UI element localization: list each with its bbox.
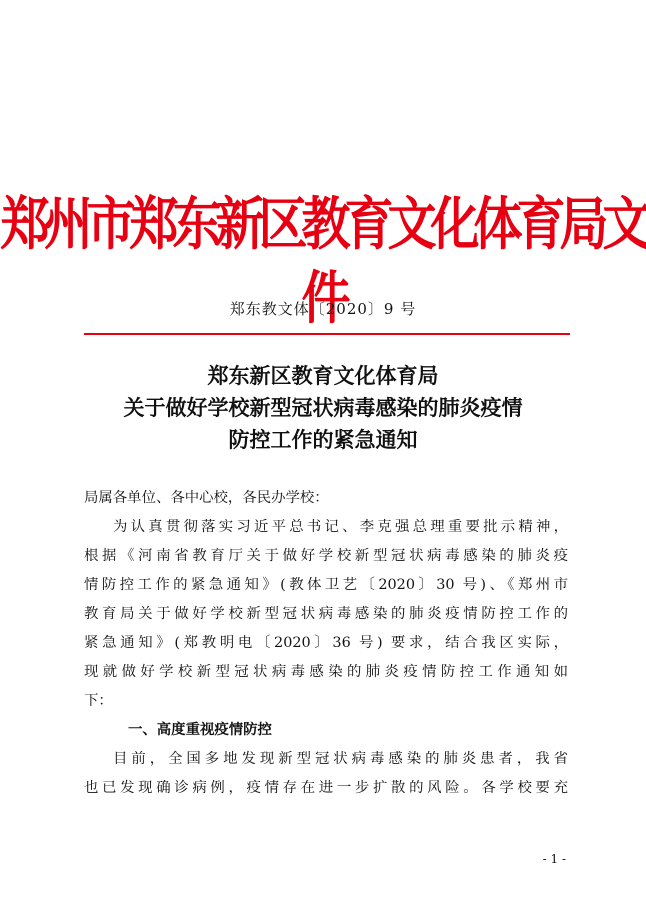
paragraph-line: 为认真贯彻落实习近平总书记、李克强总理重要批示精神， [113, 519, 568, 535]
paragraph-line: 现就做好学校新型冠状病毒感染的肺炎疫情防控工作通知如 [84, 664, 568, 680]
title-line: 防控工作的紧急通知 [228, 428, 418, 452]
red-divider-line [84, 333, 570, 335]
title-line: 郑东新区教育文化体育局 [207, 364, 439, 388]
paragraph-line: 教育局关于做好学校新型冠状病毒感染的肺炎疫情防控工作的 [84, 606, 568, 622]
paragraph-line: 根据《河南省教育厅关于做好学校新型冠状病毒感染的肺炎疫 [84, 548, 568, 564]
document-masthead: 郑州市郑东新区教育文化体育局文件 [0, 191, 646, 332]
document-number: 郑东教文体〔2020〕9 号 [229, 300, 417, 318]
paragraph-line: 也已发现确诊病例，疫情存在进一步扩散的风险。各学校要充 [84, 780, 568, 796]
document-title [0, 360, 646, 456]
salutation: 局属各单位、各中心校，各民办学校： [84, 490, 329, 506]
paragraph-line: 紧急通知》(郑教明电〔2020〕36 号) 要求，结合我区实际， [84, 635, 568, 651]
paragraph-line: 情防控工作的紧急通知》(教体卫艺〔2020〕30 号)、《郑州市 [84, 577, 568, 593]
section-heading: 一、高度重视疫情防控 [128, 722, 272, 738]
page-number: - 1 - [542, 852, 566, 866]
paragraph-line: 下： [84, 693, 113, 709]
title-line: 关于做好学校新型冠状病毒感染的肺炎疫情 [123, 396, 523, 420]
document-body [84, 484, 568, 803]
paragraph-line: 目前，全国多地发现新型冠状病毒感染的肺炎患者，我省 [113, 751, 568, 767]
